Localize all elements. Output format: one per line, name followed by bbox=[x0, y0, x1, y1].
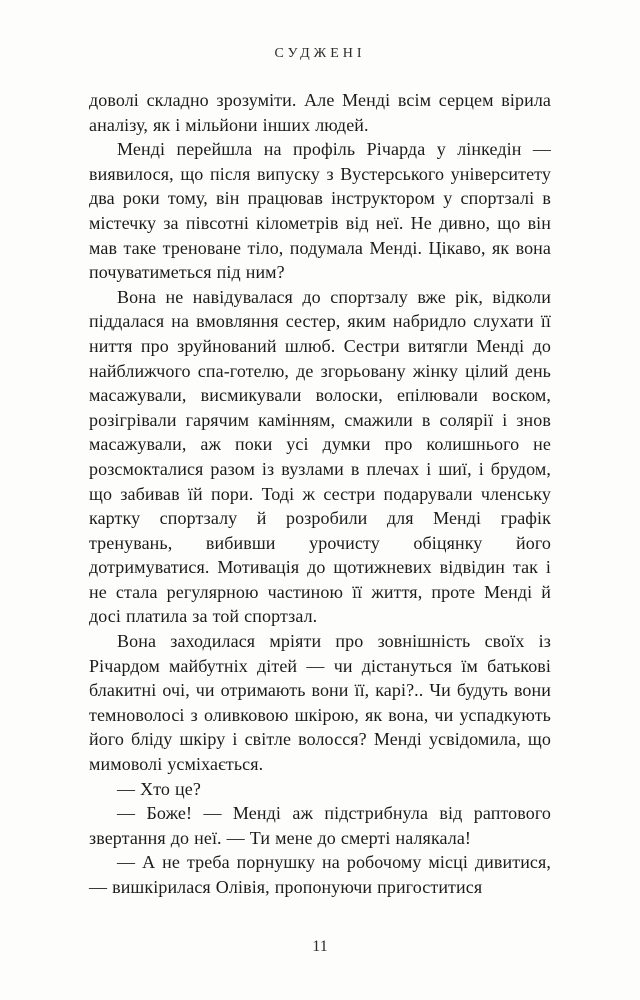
paragraph: — Хто це? bbox=[117, 778, 201, 799]
paragraph: доволі складно зрозуміти. Але Менді всім серцем вірила аналізу, як і мільйони інших людей. bbox=[89, 90, 551, 135]
paragraph: Вона заходилася мріяти про зовнішність своїх із Річардом майбутніх дітей — чи дістануться їм батькові блакитні очі, чи отримають вони її, карі?.. Чи будуть вони темноволосі з оливковою шкірою, як вона, чи успадкують його бліду шкіру і світле волосся? Менді усвідомила, що мимоволі усміхається. bbox=[89, 631, 551, 775]
paragraph: — Боже! — Менді аж підстрибнула від раптового звертання до неї. — Ти мене до смерті налякала! bbox=[89, 803, 551, 848]
paragraph: Вона не навідувалася до спортзалу вже рік, відколи піддалася на вмовляння сестер, яким набридло слухати її ниття про зруйнований шлюб. Сестри витягли Менді до найближчого спа-готелю, де згорьовану жінку цілий день масажували, висмикували волоски, епілювали воском, розігрівали гарячим камінням, смажили в солярії і знов масажували, аж поки усі думки про колишнього не розсмокталися разом із вузлами в плечах і шиї, і брудом, що забивав їй пори. Тоді ж сестри подарували членську картку спортзалу й розробили для Менді графік тренувань, вибивши урочисту обіцянку його дотримуватися. Мотивація до щотижневих відвідин так і не стала регулярною частиною її життя, проте Менді й досі платила за той спортзал. bbox=[89, 286, 551, 627]
body-text bbox=[89, 88, 551, 900]
paragraph: — А не треба порнушку на робочому місці дивитися, — вишкірилася Олівія, пропонуючи пригоститися bbox=[89, 852, 551, 897]
paragraph: Менді перейшла на профіль Річарда у лінкедін — виявилося, що після випуску з Вустерського університету два роки тому, він працював інструктором у спортзалі в містечку за півсотні кілометрів від неї. Не дивно, що він мав таке треноване тіло, подумала Менді. Цікаво, як вона почуватиметься під ним? bbox=[89, 139, 551, 283]
running-header: СУДЖЕНІ bbox=[274, 46, 366, 61]
page-number: 11 bbox=[312, 938, 328, 955]
